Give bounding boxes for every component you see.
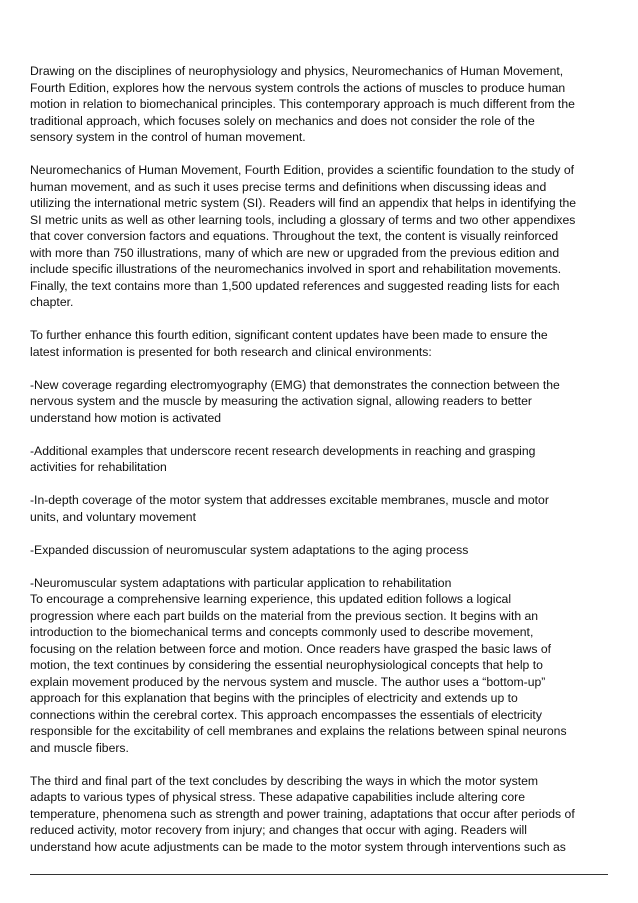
text-line: connections within the cerebral cortex. This approach encompasses the essentials of electricity <box>30 707 542 722</box>
text-line: adapts to various types of physical stress. These adapative capabilities include altering core <box>30 790 525 804</box>
text-line: Neuromechanics of Human Movement, Fourth Edition, provides a scientific foundation to the study of <box>30 163 574 177</box>
text-line: units, and voluntary movement <box>30 509 196 524</box>
paragraph-gap <box>30 146 610 163</box>
text-line: responsible for the excitability of cell membranes and explains the relations between spinal neurons <box>30 724 567 738</box>
text-line: understand how motion is activated <box>30 410 222 425</box>
text-line: Fourth Edition, explores how the nervous system controls the actions of muscles to produce human <box>30 80 566 95</box>
paragraph <box>30 162 610 311</box>
text-line: focusing on the relation between force and motion. Once readers have grasped the basic laws of <box>30 641 551 656</box>
paragraph-gap <box>30 476 610 493</box>
paragraph <box>30 63 610 146</box>
paragraph-gap <box>30 756 610 773</box>
text-line: and muscle fibers. <box>30 740 129 755</box>
text-line: The third and final part of the text concludes by describing the ways in which the motor system <box>30 773 539 788</box>
document-body <box>30 63 610 855</box>
paragraph-gap <box>30 426 610 443</box>
paragraph <box>30 575 610 757</box>
paragraph <box>30 542 610 559</box>
text-line: with more than 750 illustrations, many of which are new or upgraded from the previous edition and <box>30 245 560 260</box>
text-line: chapter. <box>30 295 74 309</box>
text-line: that cover conversion factors and equations. Throughout the text, the content is visually reinforced <box>30 229 559 243</box>
text-line: sensory system in the control of human movement. <box>30 130 306 144</box>
text-line: activities for rehabilitation <box>30 460 167 474</box>
paragraph <box>30 443 610 476</box>
text-line: explain movement produced by the nervous system and muscle. The author uses a “bottom-up” <box>30 674 546 689</box>
paragraph-gap <box>30 558 610 575</box>
text-line: motion in relation to biomechanical principles. This contemporary approach is much different from the <box>30 97 575 111</box>
paragraph <box>30 492 610 525</box>
text-line: utilizing the international metric system (SI). Readers will find an appendix that helps in identifying the <box>30 196 577 210</box>
text-line: understand how acute adjustments can be made to the motor system through interventions such as <box>30 839 566 854</box>
text-line: -Expanded discussion of neuromuscular system adaptations to the aging process <box>30 542 469 557</box>
paragraph-gap <box>30 525 610 542</box>
text-line: nervous system and the muscle by measuring the activation signal, allowing readers to better <box>30 394 532 408</box>
text-line: -Additional examples that underscore recent research developments in reaching and grasping <box>30 443 536 458</box>
text-line: progression where each part builds on the material from the previous section. It begins with an <box>30 608 539 623</box>
text-line: Drawing on the disciplines of neurophysiology and physics, Neuromechanics of Human Movement, <box>30 64 564 78</box>
text-line: introduction to the biomechanical terms and concepts commonly used to describe movement, <box>30 625 534 639</box>
text-line: SI metric units as well as other learning tools, including a glossary of terms and two other appendixes <box>30 212 576 227</box>
text-line: To encourage a comprehensive learning experience, this updated edition follows a logical <box>30 592 512 606</box>
text-line: reduced activity, motor recovery from injury; and changes that occur with aging. Readers will <box>30 823 527 837</box>
footer-divider <box>30 874 608 875</box>
text-line: human movement, and as such it uses precise terms and definitions when discussing ideas and <box>30 179 547 194</box>
text-line: motion, the text continues by considering the essential neurophysiological concepts that help to <box>30 658 543 672</box>
text-line: temperature, phenomena such as strength and power training, adaptations that occur after periods of <box>30 806 575 821</box>
text-line: Finally, the text contains more than 1,500 updated references and suggested reading lists for each <box>30 278 560 293</box>
text-line: -Neuromuscular system adaptations with particular application to rehabilitation <box>30 575 452 590</box>
text-line: traditional approach, which focuses solely on mechanics and does not consider the role of the <box>30 113 535 128</box>
paragraph-gap <box>30 360 610 377</box>
paragraph <box>30 377 610 427</box>
text-line: include specific illustrations of the neuromechanics involved in sport and rehabilitation movements. <box>30 262 562 276</box>
text-line: -In-depth coverage of the motor system that addresses excitable membranes, muscle and motor <box>30 493 549 507</box>
paragraph <box>30 327 610 360</box>
text-line: approach for this explanation that begins with the principles of electricity and extends up to <box>30 691 518 705</box>
text-line: -New coverage regarding electromyography (EMG) that demonstrates the connection between the <box>30 377 560 392</box>
paragraph <box>30 773 610 856</box>
paragraph-gap <box>30 311 610 328</box>
text-line: latest information is presented for both research and clinical environments: <box>30 344 432 359</box>
text-line: To further enhance this fourth edition, significant content updates have been made to ensure the <box>30 328 548 342</box>
